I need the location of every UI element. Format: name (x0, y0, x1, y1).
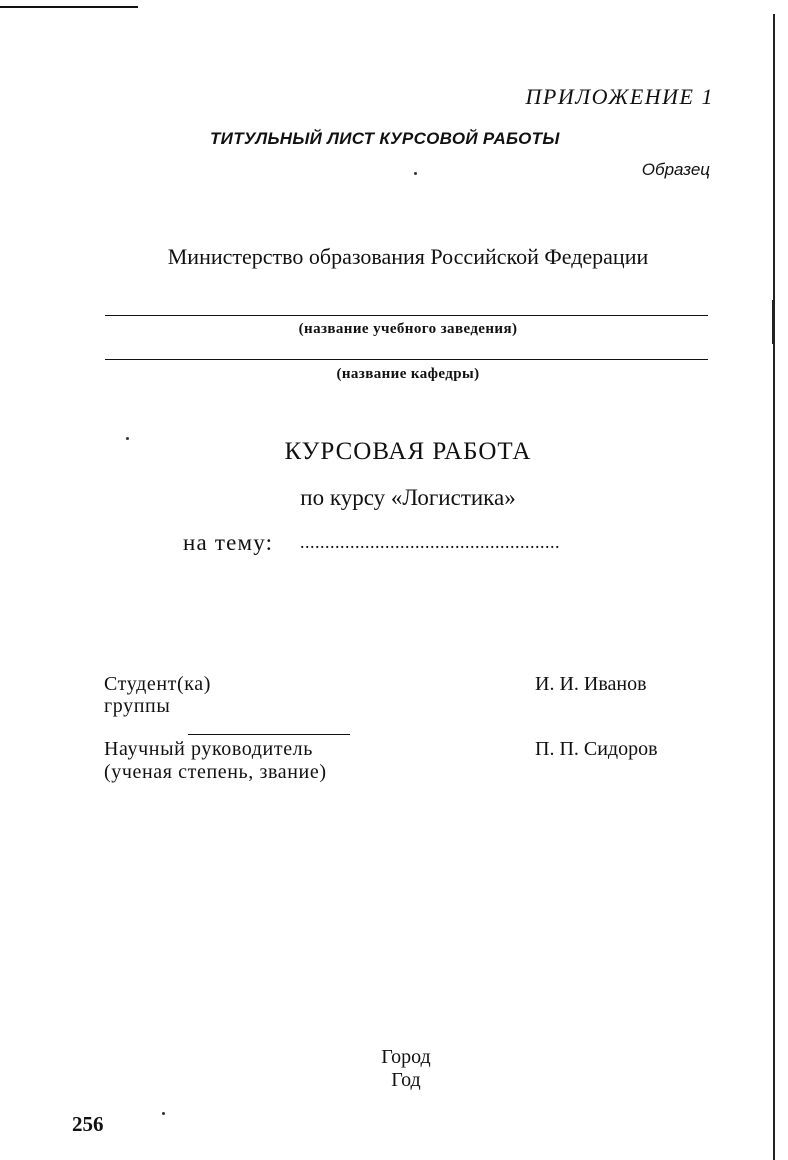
page-heading: ТИТУЛЬНЫЙ ЛИСТ КУРСОВОЙ РАБОТЫ (210, 129, 560, 148)
supervisor-label: Научный руководитель (104, 738, 313, 760)
print-speck (162, 1112, 165, 1115)
top-rule (0, 6, 138, 8)
sample-label: Образец (641, 160, 710, 179)
print-speck (414, 172, 417, 175)
department-line (105, 359, 708, 360)
page-edge-line (773, 14, 775, 1160)
ministry-line: Министерство образования Российской Федерации (167, 244, 649, 269)
topic-placeholder: .................................................... (300, 532, 560, 552)
student-name: И. И. Иванов (535, 673, 647, 695)
year-label: Год (391, 1069, 421, 1091)
department-caption: (название кафедры) (336, 366, 480, 382)
student-label: Студент(ка) (104, 673, 212, 695)
institution-line (105, 315, 708, 316)
course-line: по курсу «Логистика» (300, 485, 516, 510)
supervisor-degree: (ученая степень, звание) (104, 761, 327, 783)
topic-label: на тему: (183, 530, 274, 555)
institution-caption: (название учебного заведения) (298, 321, 518, 337)
group-line (188, 734, 350, 735)
page-number: 256 (72, 1112, 104, 1136)
city-label: Город (381, 1046, 431, 1068)
group-label: группы (104, 695, 171, 717)
supervisor-name: П. П. Сидоров (535, 738, 658, 760)
appendix-label: ПРИЛОЖЕНИЕ 1 (525, 84, 714, 109)
work-title: КУРСОВАЯ РАБОТА (284, 438, 532, 465)
